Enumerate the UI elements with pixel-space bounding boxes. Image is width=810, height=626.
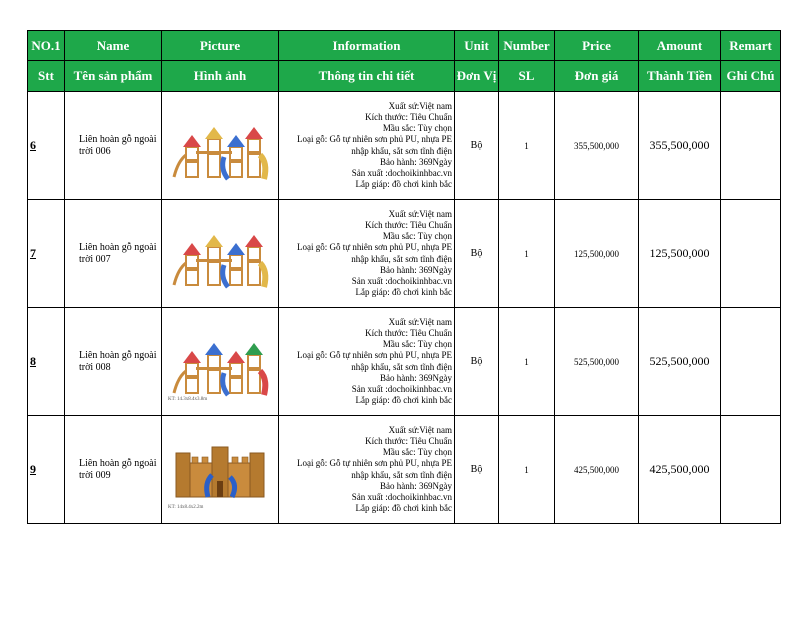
row-picture (162, 92, 279, 200)
info-line: Mầu sắc: Tùy chọn (382, 123, 452, 134)
info-line: Bảo hành: 369Ngày (380, 264, 452, 275)
row-unit: Bộ (455, 92, 499, 200)
info-line: nhập khẩu, sắt sơn tĩnh điện (351, 469, 452, 480)
col-header-price: Price (555, 31, 639, 61)
info-line: Loại gỗ: Gỗ tự nhiên sơn phủ PU, nhựa PE (296, 350, 452, 361)
info-line: nhập khẩu, sắt sơn tĩnh điện (351, 253, 452, 264)
row-picture (162, 308, 279, 416)
info-line: Loại gỗ: Gỗ tự nhiên sơn phủ PU, nhựa PE (296, 134, 452, 145)
row-amount: 125,500,000 (639, 200, 721, 308)
info-line: nhập khẩu, sắt sơn tĩnh điện (351, 145, 452, 156)
info-line: Lắp giáp: đồ chơi kinh bắc (355, 395, 452, 406)
row-remark (721, 416, 781, 524)
wooden-playground-slide-icon (162, 213, 278, 295)
row-remark (721, 92, 781, 200)
info-line: Xuất sứ:Việt nam (388, 100, 452, 111)
row-information (279, 416, 455, 524)
info-line: Sản xuất :dochoikinhbac.vn (351, 275, 452, 286)
col-header-thong-tin: Thông tin chi tiết (279, 61, 455, 92)
row-product-name: Liên hoàn gỗ ngoài trời 008 (65, 308, 162, 416)
col-header-remark: Remart (721, 31, 781, 61)
col-header-unit: Unit (455, 31, 499, 61)
info-line: Xuất sứ:Việt nam (388, 316, 452, 327)
info-line: Sản xuất :dochoikinhbac.vn (351, 383, 452, 394)
info-line: Kích thước: Tiêu Chuẩn (365, 327, 452, 338)
product-price-table (27, 30, 781, 524)
info-line: Lắp giáp: đồ chơi kinh bắc (355, 179, 452, 190)
col-header-name: Name (65, 31, 162, 61)
row-picture (162, 416, 279, 524)
info-line: Loại gỗ: Gỗ tự nhiên sơn phủ PU, nhựa PE (296, 458, 452, 469)
row-unit: Bộ (455, 200, 499, 308)
col-header-information: Information (279, 31, 455, 61)
row-stt: 6 (28, 92, 65, 200)
table-row (28, 308, 781, 416)
info-line: Loại gỗ: Gỗ tự nhiên sơn phủ PU, nhựa PE (296, 242, 452, 253)
col-header-hinh-anh: Hình ảnh (162, 61, 279, 92)
row-remark (721, 200, 781, 308)
row-amount: 425,500,000 (639, 416, 721, 524)
picture-caption: KT: 14.3x8.4x3.8m (168, 397, 208, 402)
row-product-name: Liên hoàn gỗ ngoài trời 009 (65, 416, 162, 524)
info-line: Lắp giáp: đồ chơi kinh bắc (355, 503, 452, 514)
row-information (279, 200, 455, 308)
info-line: Xuất sứ:Việt nam (388, 208, 452, 219)
row-product-name: Liên hoàn gỗ ngoài trời 007 (65, 200, 162, 308)
col-header-stt: Stt (28, 61, 65, 92)
info-line: Mầu sắc: Tùy chọn (382, 339, 452, 350)
wooden-playground-slide-icon (162, 105, 278, 187)
info-line: Kích thước: Tiêu Chuẩn (365, 111, 452, 122)
row-product-name: Liên hoàn gỗ ngoài trời 006 (65, 92, 162, 200)
row-number: 1 (499, 416, 555, 524)
wooden-playground-tower-icon (162, 321, 278, 403)
picture-caption: KT: 14x8.4x2.2m (168, 505, 204, 510)
col-header-don-gia: Đơn giá (555, 61, 639, 92)
info-line: Kích thước: Tiêu Chuẩn (365, 435, 452, 446)
table-row (28, 416, 781, 524)
info-line: Mầu sắc: Tùy chọn (382, 231, 452, 242)
table-row (28, 92, 781, 200)
row-unit: Bộ (455, 416, 499, 524)
row-information (279, 92, 455, 200)
header-row-english (28, 31, 781, 61)
row-number: 1 (499, 92, 555, 200)
info-line: Lắp giáp: đồ chơi kinh bắc (355, 287, 452, 298)
col-header-thanh-tien: Thành Tiền (639, 61, 721, 92)
col-header-ten-san-pham: Tên sản phẩm (65, 61, 162, 92)
info-line: Kích thước: Tiêu Chuẩn (365, 219, 452, 230)
info-line: Bảo hành: 369Ngày (380, 156, 452, 167)
row-number: 1 (499, 200, 555, 308)
col-header-ghi-chu: Ghi Chú (721, 61, 781, 92)
info-line: nhập khẩu, sắt sơn tĩnh điện (351, 361, 452, 372)
col-header-don-vi: Đơn Vị (455, 61, 499, 92)
info-line: Bảo hành: 369Ngày (380, 372, 452, 383)
row-picture (162, 200, 279, 308)
info-line: Sản xuất :dochoikinhbac.vn (351, 491, 452, 502)
row-stt: 8 (28, 308, 65, 416)
row-price: 355,500,000 (555, 92, 639, 200)
row-number: 1 (499, 308, 555, 416)
row-price: 125,500,000 (555, 200, 639, 308)
row-stt: 7 (28, 200, 65, 308)
table-row (28, 200, 781, 308)
col-header-no: NO.1 (28, 31, 65, 61)
header-row-vietnamese (28, 61, 781, 92)
row-unit: Bộ (455, 308, 499, 416)
row-information (279, 308, 455, 416)
info-line: Xuất sứ:Việt nam (388, 424, 452, 435)
info-line: Bảo hành: 369Ngày (380, 480, 452, 491)
row-stt: 9 (28, 416, 65, 524)
col-header-number: Number (499, 31, 555, 61)
row-amount: 355,500,000 (639, 92, 721, 200)
col-header-sl: SL (499, 61, 555, 92)
col-header-picture: Picture (162, 31, 279, 61)
row-amount: 525,500,000 (639, 308, 721, 416)
row-remark (721, 308, 781, 416)
info-line: Mầu sắc: Tùy chọn (382, 447, 452, 458)
info-line: Sản xuất :dochoikinhbac.vn (351, 167, 452, 178)
row-price: 425,500,000 (555, 416, 639, 524)
wooden-playground-castle-icon (162, 429, 278, 511)
col-header-amount: Amount (639, 31, 721, 61)
row-price: 525,500,000 (555, 308, 639, 416)
